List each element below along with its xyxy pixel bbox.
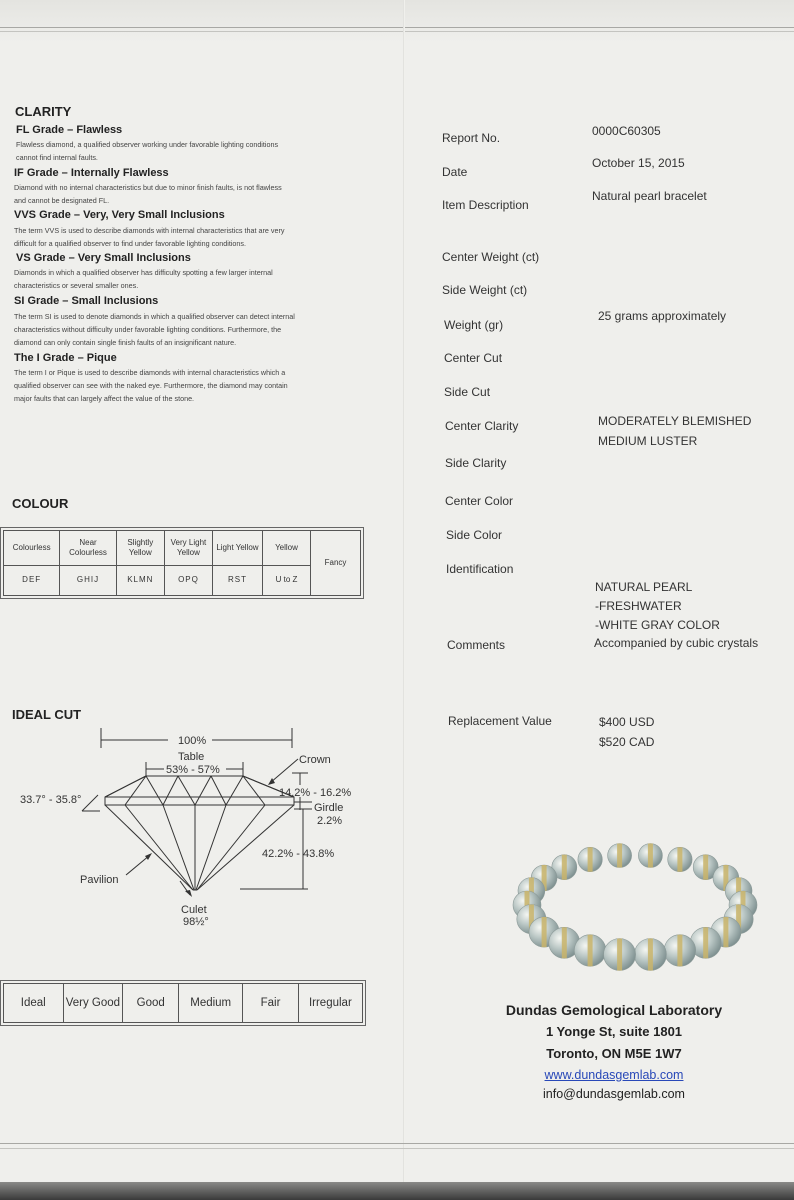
colour-col-slightly-yellow: Slightly Yellow: [116, 531, 164, 566]
grade-desc-if: Diamond with no internal characteristics but due to minor finish faults, is not flawless and cannot be designated FL.: [14, 183, 282, 205]
colour-col-fancy: Fancy: [311, 531, 361, 596]
crystal-band: [648, 939, 653, 971]
crystal-band: [588, 847, 593, 871]
page-fold: [403, 0, 405, 1200]
field-value-weight-gr: 25 grams approximately: [598, 309, 727, 323]
crystal-band: [562, 927, 567, 958]
colour-heading: COLOUR: [12, 496, 69, 511]
field-label-weight-gr: Weight (gr): [444, 318, 504, 332]
width-pct-label: 100%: [178, 735, 207, 747]
top-shadow: [0, 0, 794, 42]
lab-name: Dundas Gemological Laboratory: [505, 1002, 723, 1018]
crown-angle-label: 33.7° - 35.8°: [20, 794, 82, 806]
grade-title-if: IF Grade – Internally Flawless: [14, 167, 169, 179]
cut-grade-irregular: Irregular: [298, 984, 362, 1023]
field-label-replacement-value: Replacement Value: [448, 714, 552, 728]
crystal-band: [677, 935, 682, 967]
field-label-side-weight: Side Weight (ct): [442, 283, 528, 297]
colour-grades-ghij: GHIJ: [60, 565, 116, 595]
ideal-cut-heading: IDEAL CUT: [12, 707, 82, 722]
cut-grade-scale: [3, 983, 363, 1023]
lab-email-row: [464, 1083, 764, 1105]
pavilion-label: Pavilion: [80, 874, 119, 886]
cut-grade-fair: Fair: [243, 984, 299, 1023]
table-range-label: 53% - 57%: [166, 764, 220, 776]
crystal-band: [588, 935, 593, 967]
field-value-item-description: Natural pearl bracelet: [592, 189, 707, 203]
bottom-edge-shadow: [0, 1182, 794, 1200]
field-label-comments: Comments: [447, 638, 506, 652]
field-label-side-color: Side Color: [446, 528, 503, 542]
field-label-report-no: Report No.: [442, 131, 501, 145]
grade-title-vvs: VVS Grade – Very, Very Small Inclusions: [14, 209, 225, 221]
colour-grades-opq: OPQ: [164, 565, 212, 595]
field-value-identification: NATURAL PEARL -FRESHWATER -WHITE GRAY COLOR: [595, 580, 720, 632]
cut-grade-good: Good: [123, 984, 179, 1023]
culet-angle-label: 98½°: [183, 916, 209, 928]
lab-address-line1: 1 Yonge St, suite 1801: [545, 1024, 683, 1039]
colour-grades-def: DEF: [4, 565, 60, 595]
clarity-heading: CLARITY: [15, 104, 72, 119]
top-rule: [0, 27, 794, 28]
field-value-replacement-value: $400 USD $520 CAD: [599, 715, 655, 749]
field-label-center-clarity: Center Clarity: [445, 419, 519, 433]
grade-title-fl: FL Grade – Flawless: [16, 124, 123, 136]
cut-grade-medium: Medium: [179, 984, 243, 1023]
cut-grade-very-good: Very Good: [63, 984, 123, 1023]
crystal-band: [648, 844, 653, 868]
field-value-center-clarity: MODERATELY BLEMISHED MEDIUM LUSTER: [598, 414, 752, 448]
grade-title-i: The I Grade – Pique: [14, 352, 117, 364]
field-label-side-cut: Side Cut: [444, 385, 491, 399]
cut-grade-ideal: Ideal: [4, 984, 64, 1023]
pearl-bracelet-photo: [510, 835, 760, 975]
colour-col-near-colourless: Near Colourless: [60, 531, 116, 566]
field-value-comments: Accompanied by cubic crystals: [594, 636, 759, 650]
field-label-center-cut: Center Cut: [444, 351, 503, 365]
colour-grades-klmn: KLMN: [116, 565, 164, 595]
girdle-pct-label: 2.2%: [317, 815, 343, 827]
colour-grades-u-to-z: U to Z: [262, 565, 310, 595]
top-rule-2: [0, 31, 794, 32]
lab-email: info@dundasgemlab.com: [543, 1087, 685, 1101]
grade-title-si: SI Grade – Small Inclusions: [14, 295, 159, 307]
colour-scale-table: [3, 530, 361, 596]
field-value-date: October 15, 2015: [592, 156, 685, 170]
crystal-band: [617, 939, 622, 971]
colour-col-colourless: Colourless: [4, 531, 60, 566]
field-label-date: Date: [442, 165, 468, 179]
grade-title-vs: VS Grade – Very Small Inclusions: [16, 252, 191, 264]
culet-label: Culet: [181, 904, 207, 916]
colour-col-yellow: Yellow: [262, 531, 310, 566]
crystal-band: [703, 927, 708, 958]
field-label-center-color: Center Color: [445, 494, 514, 508]
lab-website-link[interactable]: www.dundasgemlab.com: [544, 1068, 684, 1082]
field-label-side-clarity: Side Clarity: [445, 456, 507, 470]
field-label-center-weight: Center Weight (ct): [442, 250, 540, 264]
crown-height-label: 14.2% - 16.2%: [279, 787, 352, 799]
girdle-label: Girdle: [314, 802, 344, 814]
grade-desc-fl: Flawless diamond, a qualified observer working under favorable lighting conditions cannot find internal faults.: [16, 140, 279, 162]
grade-desc-si: The term SI is used to denote diamonds in which a qualified observer can detect internal characteristics without difficulty under favorable lighting conditions. Furthermore, the diamond can only contain single finish faults of an insignificant nature.: [14, 312, 295, 347]
grade-desc-i: The term I or Pique is used to describe diamonds with internal characteristics which a qualified observer can see with the naked eye. Furthermore, the diamond may contain major faults that can largely affect the value of the stone.: [14, 368, 288, 403]
field-label-item-description: Item Description: [442, 198, 529, 212]
table-label: Table: [178, 751, 205, 763]
colour-grades-rst: RST: [212, 565, 262, 595]
crystal-band: [617, 844, 622, 868]
crystal-band: [723, 917, 728, 947]
bottom-rule: [0, 1143, 794, 1144]
crown-label: Crown: [299, 754, 331, 766]
bottom-rule-2: [0, 1148, 794, 1149]
crystal-band: [677, 847, 682, 871]
field-value-report-no: 0000C60305: [592, 124, 661, 138]
lab-address-line2: Toronto, ON M5E 1W7: [546, 1046, 682, 1061]
grade-desc-vvs: The term VVS is used to describe diamonds with internal characteristics that are very difficult for a qualified observer to find under favorable lighting conditions.: [14, 226, 285, 248]
field-label-identification: Identification: [446, 562, 514, 576]
crystal-band: [542, 917, 547, 947]
colour-col-very-light-yellow: Very Light Yellow: [164, 531, 212, 566]
depth-label: 42.2% - 43.8%: [262, 848, 335, 860]
diamond-proportions-diagram: [0, 715, 400, 930]
colour-col-light-yellow: Light Yellow: [212, 531, 262, 566]
crystal-band: [562, 855, 567, 880]
grade-desc-vs: Diamonds in which a qualified observer has difficulty spotting a few larger internal characteristics or several smaller ones.: [14, 268, 273, 290]
crystal-band: [703, 855, 708, 880]
